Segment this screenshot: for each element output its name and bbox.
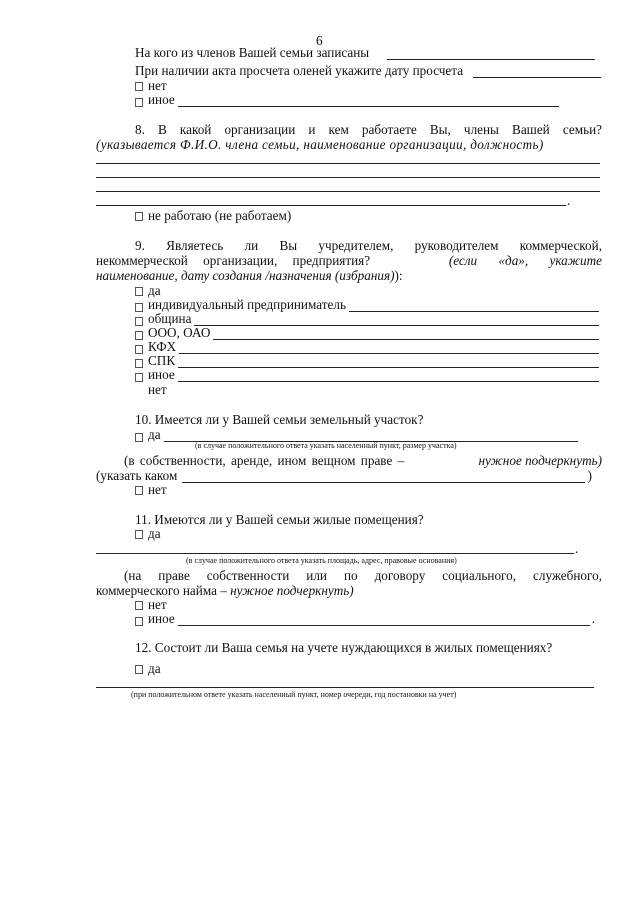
q10-question: 10. Имеется ли у Вашей семьи земельный участок? [135, 412, 424, 427]
q11-end-dot: . [575, 541, 579, 556]
option-no[interactable]: нет [135, 78, 167, 93]
q8-answer-line[interactable] [96, 163, 600, 164]
reindeer-act-date-field[interactable] [473, 66, 601, 78]
other-field[interactable] [178, 95, 559, 107]
q11-note: (в случае положительного ответа указать площадь, адрес, правовые основания) [186, 556, 457, 565]
registered-to-row [135, 45, 595, 60]
q10-option-yes: да [135, 427, 578, 442]
checkbox-icon[interactable] [135, 601, 143, 610]
checkbox-icon[interactable] [135, 530, 143, 539]
q9-question-line2: некоммерческой организации, предприятия? (если «да», укажите [96, 253, 602, 268]
checkbox-icon[interactable] [135, 373, 143, 382]
registered-to-field[interactable] [387, 48, 595, 60]
option-not-working[interactable]: не работаю (не работаем) [135, 208, 291, 223]
reindeer-act-row [135, 63, 601, 78]
q12-note: (при положительном ответе указать населенный пункт, номер очереди, год постановки на учет) [131, 690, 457, 699]
q9-option-no[interactable]: нет [148, 382, 167, 397]
q8-end-dot: . [567, 193, 571, 208]
q8-answer-line[interactable] [96, 177, 600, 178]
q10-note: (в случае положительного ответа указать населенный пункт, размер участка) [195, 441, 457, 450]
q9-option-yes[interactable]: да [135, 283, 161, 298]
checkbox-icon[interactable] [135, 98, 143, 107]
q12-question: 12. Состоит ли Ваша семья на учете нуждающихся в жилых помещениях? [135, 640, 553, 655]
q9-option-entrepreneur: индивидуальный предприниматель [135, 297, 599, 312]
q10-specify-row: (указать каком ) [96, 468, 592, 483]
q8-question: 8. В какой организации и кем работаете Вы, члены Вашей семьи? [135, 122, 602, 137]
checkbox-icon[interactable] [135, 212, 143, 221]
reindeer-act-label: При наличии акта просчета оленей укажите дату просчета [135, 63, 464, 78]
q12-answer-line[interactable] [96, 687, 594, 688]
q11-option-yes[interactable]: да [135, 526, 161, 541]
q9-option-company: ООО, ОАО [135, 325, 599, 340]
q9-question: 9. Являетесь ли Вы учредителем, руководителем коммерческой, [135, 238, 602, 253]
ownership-kind-field[interactable] [182, 471, 584, 483]
q10-ownership: (в собственности, аренде, ином вещном праве – нужное подчеркнуть) [124, 453, 602, 468]
q8-answer-line[interactable] [96, 191, 600, 192]
checkbox-icon[interactable] [135, 82, 143, 91]
q11-answer-line[interactable] [96, 553, 574, 554]
q10-option-no[interactable]: нет [135, 482, 167, 497]
q11-question: 11. Имеются ли у Вашей семьи жилые помещения? [135, 512, 424, 527]
q9-other-field[interactable] [178, 370, 599, 382]
q11-option-no[interactable]: нет [135, 597, 167, 612]
q9-option-coop: СПК [135, 353, 599, 368]
checkbox-icon[interactable] [135, 617, 143, 626]
q9-option-farm: КФХ [135, 339, 599, 354]
checkbox-icon[interactable] [135, 433, 143, 442]
q11-basis-line2: коммерческого найма – нужное подчеркнуть) [96, 583, 354, 598]
registered-to-label: На кого из членов Вашей семьи записаны [135, 45, 370, 60]
checkbox-icon[interactable] [135, 287, 143, 296]
option-other-row: иное [135, 92, 559, 107]
q8-hint: (указывается Ф.И.О. члена семьи, наименование организации, должность) [96, 137, 544, 152]
q9-option-other: иное [135, 367, 599, 382]
page-number: 6 [316, 33, 323, 48]
q9-question-line3: наименование, дату создания /назначения (избрания)): [96, 268, 403, 283]
q11-other-field[interactable] [178, 614, 590, 626]
q8-answer-line[interactable] [96, 205, 566, 206]
checkbox-icon[interactable] [135, 486, 143, 495]
q11-option-other: иное . [135, 611, 595, 626]
q9-option-community: община [135, 311, 599, 326]
checkbox-icon[interactable] [135, 665, 143, 674]
q11-basis-line1: (на праве собственности или по договору социального, служебного, [124, 568, 602, 583]
q12-option-yes[interactable]: да [135, 661, 161, 676]
